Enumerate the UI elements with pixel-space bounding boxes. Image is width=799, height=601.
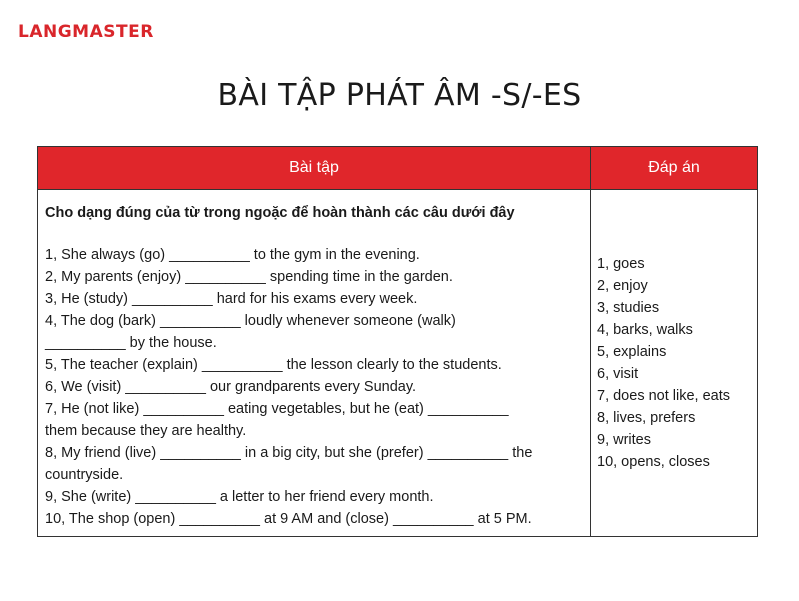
answer-cell	[591, 190, 758, 537]
exercise-table	[37, 146, 758, 537]
answer-line: 3, studies	[597, 300, 660, 316]
exercise-line: 4, The dog (bark) __________ loudly whenever someone (walk)	[45, 313, 456, 329]
answer-line: 6, visit	[597, 366, 639, 382]
exercise-line: 1, She always (go) __________ to the gym in the evening.	[45, 247, 420, 263]
exercise-line: 8, My friend (live) __________ in a big city, but she (prefer) __________ the	[45, 445, 533, 461]
answer-line: 7, does not like, eats	[597, 388, 730, 404]
exercise-line: them because they are healthy.	[45, 423, 247, 439]
answer-line: 8, lives, prefers	[597, 410, 696, 426]
exercise-line: 3, He (study) __________ hard for his exams every week.	[45, 291, 418, 307]
table-body-row	[38, 190, 758, 537]
header-answer: Đáp án	[591, 147, 758, 190]
exercise-line: 9, She (write) __________ a letter to her friend every month.	[45, 489, 434, 505]
table-header-row	[38, 147, 758, 190]
exercise-line: 2, My parents (enjoy) __________ spending time in the garden.	[45, 269, 453, 285]
page-title: BÀI TẬP PHÁT ÂM -S/-ES	[217, 78, 582, 113]
answer-line: 5, explains	[597, 344, 667, 360]
header-exercise: Bài tập	[38, 147, 591, 190]
exercise-line: 5, The teacher (explain) __________ the lesson clearly to the students.	[45, 357, 502, 373]
exercise-line: 6, We (visit) __________ our grandparents every Sunday.	[45, 379, 417, 395]
brand-logo: LANGMASTER	[18, 22, 154, 42]
answer-line: 2, enjoy	[597, 278, 648, 294]
exercise-line: __________ by the house.	[45, 335, 217, 351]
answer-line: 9, writes	[597, 432, 651, 448]
exercise-line: countryside.	[45, 467, 124, 483]
exercise-line: 7, He (not like) __________ eating vegetables, but he (eat) __________	[45, 401, 509, 417]
instruction-text: Cho dạng đúng của từ trong ngoặc để hoàn thành các câu dưới đây	[45, 205, 515, 221]
exercise-cell	[38, 190, 591, 537]
answer-line: 4, barks, walks	[597, 322, 693, 338]
answer-line: 1, goes	[597, 256, 645, 272]
answer-line: 10, opens, closes	[597, 454, 710, 470]
exercise-line: 10, The shop (open) __________ at 9 AM and (close) __________ at 5 PM.	[45, 511, 532, 527]
